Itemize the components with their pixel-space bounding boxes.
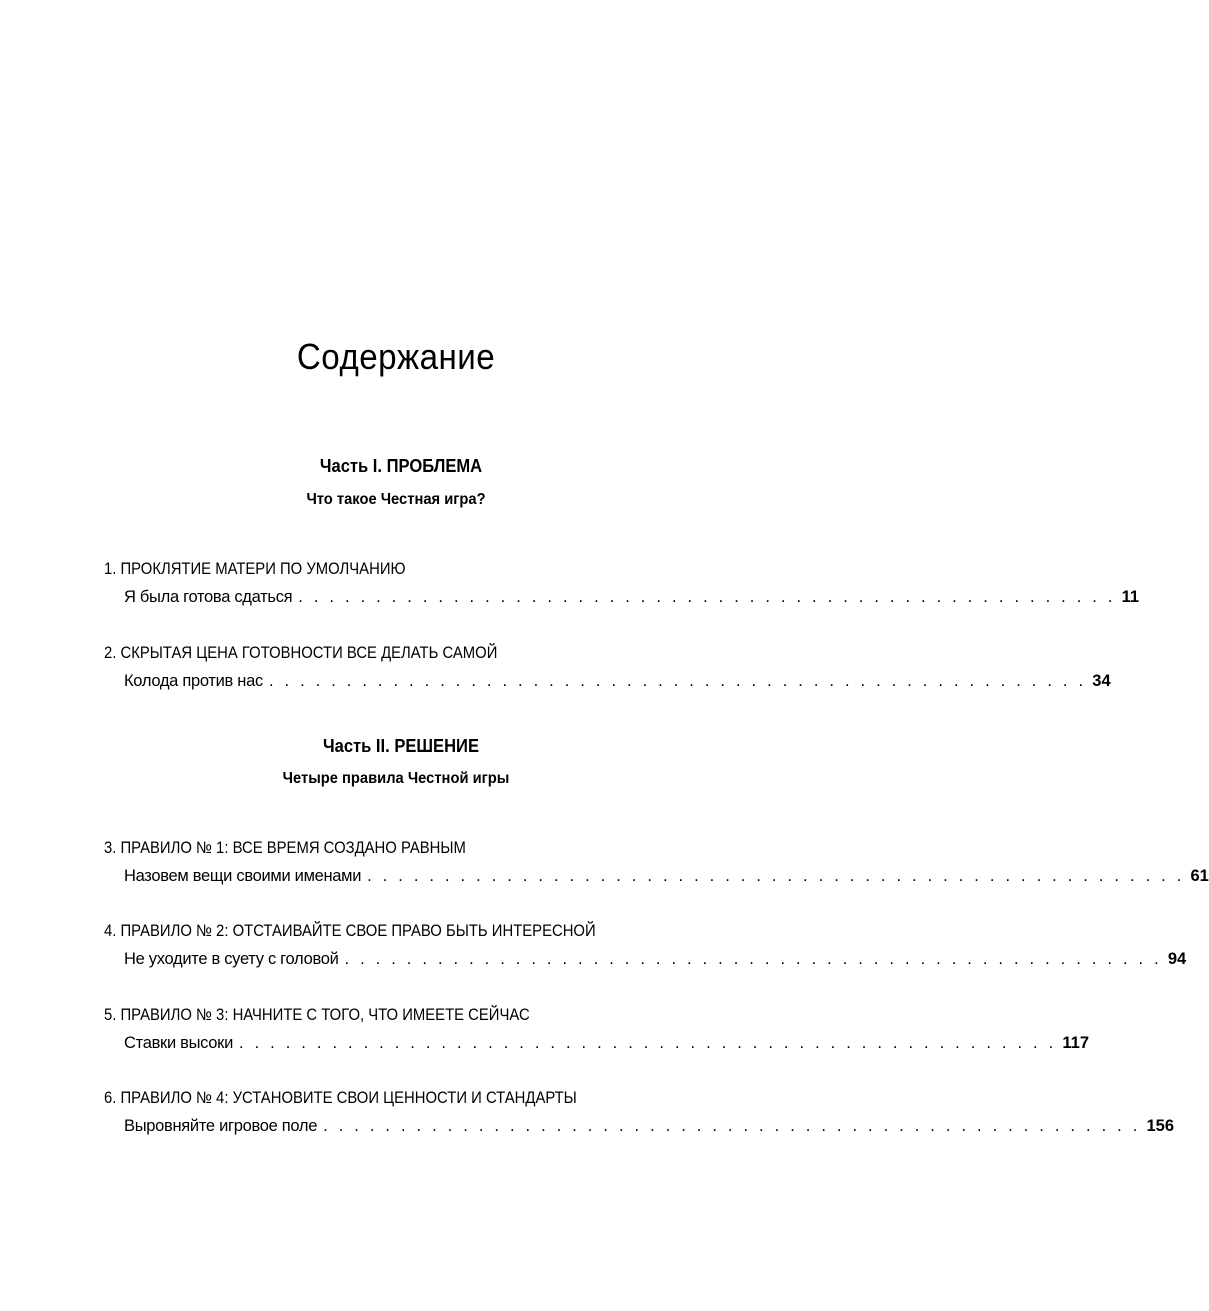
dot-leader: . . . . . . . . . . . . . . . . . . . . . . . . . . . . . . . . . . . . . . . . . . . . . . . . . . . . . [344, 950, 1162, 968]
page-number: 11 [1121, 588, 1140, 606]
chapter-line [104, 1033, 1089, 1053]
dot-leader: . . . . . . . . . . . . . . . . . . . . . . . . . . . . . . . . . . . . . . . . . . . . . . . . . . . . . [367, 867, 1185, 885]
toc-entry-chapter-3[interactable] [104, 838, 1209, 886]
page-number: 61 [1190, 867, 1209, 885]
dot-leader: . . . . . . . . . . . . . . . . . . . . . . . . . . . . . . . . . . . . . . . . . . . . . . . . . . . . . [268, 672, 1087, 690]
page-number: 94 [1167, 950, 1187, 968]
chapter-title: 1. ПРОКЛЯТИЕ МАТЕРИ ПО УМОЛЧАНИЮ [104, 560, 406, 578]
chapter-line [104, 671, 1111, 691]
chapter-title: 6. ПРАВИЛО № 4: УСТАНОВИТЕ СВОИ ЦЕННОСТИ И СТАНДАРТЫ [104, 1089, 577, 1107]
toc-entry-chapter-2[interactable] [104, 643, 1111, 691]
chapter-line [104, 587, 1140, 607]
chapter-title: 3. ПРАВИЛО № 1: ВСЕ ВРЕМЯ СОЗДАНО РАВНЫМ [104, 839, 466, 857]
page-title: Содержание [296, 336, 496, 378]
part-2-subheading: Четыре правила Честной игры [282, 770, 510, 787]
dot-leader: . . . . . . . . . . . . . . . . . . . . . . . . . . . . . . . . . . . . . . . . . . . . . . . . . . . . . [239, 1034, 1057, 1052]
part-2-heading: Часть II. РЕШЕНИЕ [322, 736, 480, 756]
toc-entry-chapter-4[interactable] [104, 921, 1187, 969]
toc-entry-chapter-1[interactable] [104, 559, 1140, 607]
page-number: 34 [1092, 672, 1111, 690]
chapter-line [104, 949, 1187, 969]
toc-entry-chapter-6[interactable] [104, 1088, 1175, 1136]
chapter-title: 4. ПРАВИЛО № 2: ОТСТАИВАЙТЕ СВОЕ ПРАВО БЫТЬ ИНТЕРЕСНОЙ [104, 922, 596, 940]
page-number: 117 [1062, 1034, 1089, 1052]
chapter-line [104, 1116, 1175, 1136]
chapter-subtitle: Ставки высоки [124, 1034, 234, 1052]
chapter-subtitle: Назовем вещи своими именами [124, 867, 362, 885]
page-number: 156 [1146, 1117, 1175, 1135]
chapter-line [104, 866, 1209, 886]
dot-leader: . . . . . . . . . . . . . . . . . . . . . . . . . . . . . . . . . . . . . . . . . . . . . . . . . . . . . [298, 588, 1116, 606]
part-1-heading: Часть I. ПРОБЛЕМА [319, 456, 483, 476]
part-1-subheading: Что такое Честная игра? [306, 491, 486, 508]
toc-entry-chapter-5[interactable] [104, 1005, 1089, 1053]
dot-leader: . . . . . . . . . . . . . . . . . . . . . . . . . . . . . . . . . . . . . . . . . . . . . . . . . . . . . [323, 1117, 1141, 1135]
chapter-subtitle: Колода против нас [124, 672, 263, 690]
chapter-subtitle: Я была готова сдаться [124, 588, 293, 606]
chapter-subtitle: Не уходите в суету с головой [124, 950, 339, 968]
chapter-title: 2. СКРЫТАЯ ЦЕНА ГОТОВНОСТИ ВСЕ ДЕЛАТЬ САМОЙ [104, 644, 498, 662]
chapter-subtitle: Выровняйте игровое поле [124, 1117, 318, 1135]
chapter-title: 5. ПРАВИЛО № 3: НАЧНИТЕ С ТОГО, ЧТО ИМЕЕТЕ СЕЙЧАС [104, 1006, 530, 1024]
